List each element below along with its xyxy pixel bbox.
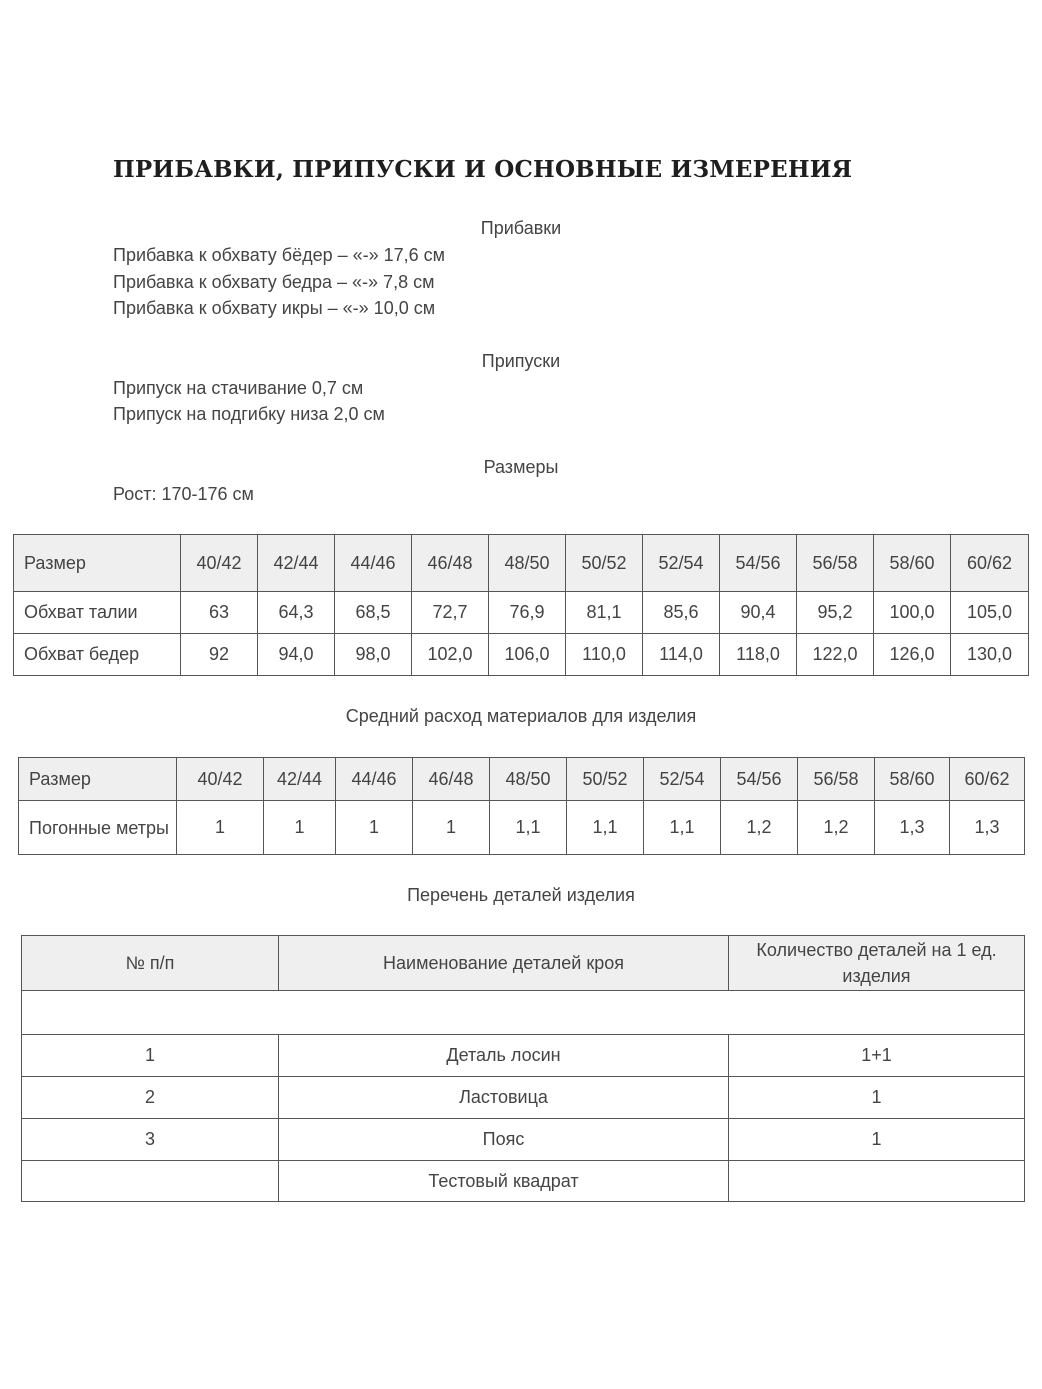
table-cell: 90,4 bbox=[720, 592, 797, 634]
size-col: 44/46 bbox=[336, 758, 413, 801]
size-col: 54/56 bbox=[720, 535, 797, 592]
size-col: 44/46 bbox=[335, 535, 412, 592]
part-num: 2 bbox=[22, 1077, 279, 1119]
table-cell: 1 bbox=[413, 801, 490, 855]
rost-line: Рост: 170-176 см bbox=[113, 484, 254, 504]
part-name: Ластовица bbox=[279, 1077, 729, 1119]
table-cell: 64,3 bbox=[258, 592, 335, 634]
parts-header-row bbox=[22, 936, 1025, 991]
size-col: 40/42 bbox=[181, 535, 258, 592]
size-col: 58/60 bbox=[875, 758, 950, 801]
pribavka-line-1: Прибавка к обхвату бёдер – «-» 17,6 см bbox=[113, 245, 446, 265]
table-cell: 1,3 bbox=[875, 801, 950, 855]
table-row bbox=[22, 1077, 1025, 1119]
table-row bbox=[22, 1161, 1025, 1202]
size-col: 60/62 bbox=[950, 758, 1025, 801]
part-num: 1 bbox=[22, 1035, 279, 1077]
size-col: 52/54 bbox=[643, 535, 720, 592]
parts-col-qty: Количество деталей на 1 ед. изделия bbox=[729, 936, 1025, 991]
pripuski-heading: Припуски bbox=[481, 351, 561, 371]
table-cell: 85,6 bbox=[643, 592, 720, 634]
part-name: Пояс bbox=[279, 1119, 729, 1161]
table-cell: 72,7 bbox=[412, 592, 489, 634]
part-name: Деталь лосин bbox=[279, 1035, 729, 1077]
size-col: 46/48 bbox=[412, 535, 489, 592]
material-header-row bbox=[19, 758, 1025, 801]
part-qty: 1 bbox=[729, 1119, 1025, 1161]
table-row bbox=[22, 1119, 1025, 1161]
table-row bbox=[19, 801, 1025, 855]
table-cell: 106,0 bbox=[489, 634, 566, 676]
size-col: 42/44 bbox=[258, 535, 335, 592]
part-qty: 1+1 bbox=[729, 1035, 1025, 1077]
table-cell: 110,0 bbox=[566, 634, 643, 676]
pripusk-line-2: Припуск на подгибку низа 2,0 см bbox=[113, 404, 385, 424]
size-col: 52/54 bbox=[644, 758, 721, 801]
table-row bbox=[14, 592, 1029, 634]
size-col: 46/48 bbox=[413, 758, 490, 801]
pribavka-line-2: Прибавка к обхвату бедра – «-» 7,8 см bbox=[113, 272, 435, 292]
table-cell: 98,0 bbox=[335, 634, 412, 676]
part-qty: 1 bbox=[729, 1077, 1025, 1119]
razmery-heading: Размеры bbox=[483, 457, 559, 477]
size-col: 56/58 bbox=[797, 535, 874, 592]
table-cell: 94,0 bbox=[258, 634, 335, 676]
table-cell: 122,0 bbox=[797, 634, 874, 676]
material-table bbox=[18, 757, 1025, 855]
pripusk-line-1: Припуск на стачивание 0,7 см bbox=[113, 378, 364, 398]
table-cell: 114,0 bbox=[643, 634, 720, 676]
material-header-label: Размер bbox=[19, 758, 177, 801]
size-col: 50/52 bbox=[567, 758, 644, 801]
part-num: 3 bbox=[22, 1119, 279, 1161]
parts-table bbox=[21, 935, 1025, 1202]
page-title: ПРИБАВКИ, ПРИПУСКИ И ОСНОВНЫЕ ИЗМЕРЕНИЯ bbox=[113, 156, 853, 183]
table-cell: 68,5 bbox=[335, 592, 412, 634]
row-label: Обхват талии bbox=[14, 592, 181, 634]
row-label: Погонные метры bbox=[19, 801, 177, 855]
table-cell: 126,0 bbox=[874, 634, 951, 676]
part-qty bbox=[729, 1161, 1025, 1202]
size-col: 48/50 bbox=[489, 535, 566, 592]
table-cell: 102,0 bbox=[412, 634, 489, 676]
part-name: Тестовый квадрат bbox=[279, 1161, 729, 1202]
empty-cell bbox=[22, 991, 1025, 1035]
size-col: 58/60 bbox=[874, 535, 951, 592]
table-cell: 1 bbox=[177, 801, 264, 855]
pribavki-heading: Прибавки bbox=[480, 218, 562, 238]
table-cell: 1,3 bbox=[950, 801, 1025, 855]
size-col: 50/52 bbox=[566, 535, 643, 592]
table-cell: 1,1 bbox=[490, 801, 567, 855]
table-cell: 1,1 bbox=[567, 801, 644, 855]
table-cell: 1,2 bbox=[798, 801, 875, 855]
table-cell: 95,2 bbox=[797, 592, 874, 634]
table-row bbox=[22, 1035, 1025, 1077]
table-cell: 63 bbox=[181, 592, 258, 634]
table-cell: 1,1 bbox=[644, 801, 721, 855]
table-cell: 1,2 bbox=[721, 801, 798, 855]
parts-col-num: № п/п bbox=[22, 936, 279, 991]
size-col: 56/58 bbox=[798, 758, 875, 801]
table-cell: 92 bbox=[181, 634, 258, 676]
table-cell: 118,0 bbox=[720, 634, 797, 676]
size-col: 42/44 bbox=[264, 758, 336, 801]
size-table bbox=[13, 534, 1029, 676]
material-heading: Средний расход материалов для изделия bbox=[345, 706, 697, 726]
size-col: 48/50 bbox=[490, 758, 567, 801]
table-row bbox=[14, 634, 1029, 676]
size-col: 40/42 bbox=[177, 758, 264, 801]
table-cell: 1 bbox=[336, 801, 413, 855]
size-col: 54/56 bbox=[721, 758, 798, 801]
table-cell: 1 bbox=[264, 801, 336, 855]
table-cell: 105,0 bbox=[951, 592, 1029, 634]
table-row-empty bbox=[22, 991, 1025, 1035]
table-cell: 81,1 bbox=[566, 592, 643, 634]
parts-heading: Перечень деталей изделия bbox=[407, 885, 635, 905]
size-col: 60/62 bbox=[951, 535, 1029, 592]
pribavka-line-3: Прибавка к обхвату икры – «-» 10,0 см bbox=[113, 298, 436, 318]
row-label: Обхват бедер bbox=[14, 634, 181, 676]
size-table-header-row bbox=[14, 535, 1029, 592]
table-cell: 130,0 bbox=[951, 634, 1029, 676]
table-cell: 76,9 bbox=[489, 592, 566, 634]
parts-col-name: Наименование деталей кроя bbox=[279, 936, 729, 991]
table-cell: 100,0 bbox=[874, 592, 951, 634]
size-header-label: Размер bbox=[14, 535, 181, 592]
part-num bbox=[22, 1161, 279, 1202]
